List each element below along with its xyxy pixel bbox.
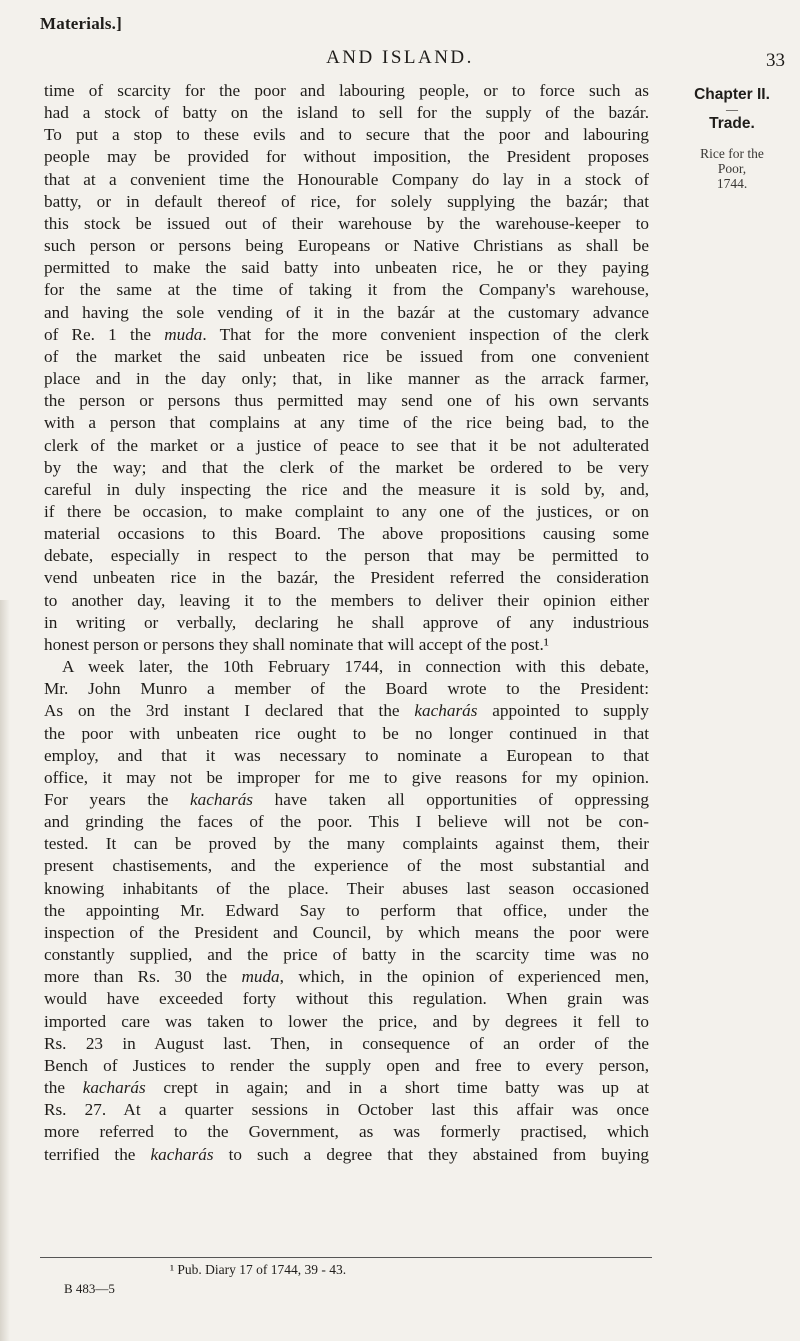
margin-sidenote-line: 1744. xyxy=(716,176,748,191)
text-line: Mr. John Munro a member of the Board wrote to the President: xyxy=(44,679,649,699)
margin-dash: — xyxy=(726,102,738,116)
quoted-line: employ, and that it was necessary to nominate a European to that xyxy=(44,745,649,765)
text-line: time of scarcity for the poor and labouring people, or to force such as xyxy=(44,81,649,100)
margin-sidenote-line: Rice for the xyxy=(700,146,764,161)
text-line: had a stock of batty on the island to sell for the supply of the bazár. xyxy=(44,103,649,123)
page-number: 33 xyxy=(766,50,785,71)
footnote: ¹ Pub. Diary 17 of 1744, 39 - 43. xyxy=(170,1262,347,1277)
text-line: place and in the day only; that, in like manner as the arrack farmer, xyxy=(44,369,649,389)
text-line: careful in duly inspecting the rice and the measure it is sold by, and, xyxy=(44,479,649,499)
quoted-line: more referred to the Government, as was formerly practised, which xyxy=(44,1122,649,1142)
text-line: permitted to make the said batty into unbeaten rice, he or they paying xyxy=(44,258,649,278)
running-header-title: AND ISLAND. xyxy=(326,47,474,68)
footnote-rule xyxy=(40,1257,652,1258)
quoted-line: knowing inhabitants of the place. Their abuses last season occasioned xyxy=(44,878,649,898)
text-line: to another day, leaving it to the members to deliver their opinion either xyxy=(44,590,649,610)
text-line: material occasions to this Board. The above propositions causing some xyxy=(44,524,649,544)
text-line: debate, especially in respect to the person that may be permitted to xyxy=(44,546,649,566)
quoted-line: constantly supplied, and the price of batty in the scarcity time was no xyxy=(44,945,649,965)
text-line: To put a stop to these evils and to secure that the poor and labouring xyxy=(44,125,649,145)
printer-signature: B 483—5 xyxy=(64,1281,115,1296)
quoted-line: the poor with unbeaten rice ought to be no longer continued in that xyxy=(44,723,649,743)
margin-sidenote xyxy=(672,146,792,191)
text-line: this stock be issued out of their warehouse by the warehouse-keeper to xyxy=(44,213,649,233)
text-line: by the way; and that the clerk of the market be ordered to be very xyxy=(44,457,649,477)
margin-notes xyxy=(672,84,792,191)
quoted-line: Rs. 27. At a quarter sessions in October last this affair was once xyxy=(44,1100,649,1120)
quoted-line: Bench of Justices to render the supply open and free to every person, xyxy=(44,1055,649,1075)
text-line: in writing or verbally, declaring he shall approve of any industrious xyxy=(44,612,649,632)
text-line: that at a convenient time the Honourable Company do lay in a stock of xyxy=(44,169,649,189)
quoted-line: and grinding the faces of the poor. This I believe will not be con- xyxy=(44,812,649,832)
text-line: honest person or persons they shall nominate that will accept of the post.¹ xyxy=(44,634,549,654)
text-line: people may be provided for without imposition, the President proposes xyxy=(44,147,649,167)
body-text xyxy=(44,80,649,1166)
quoted-line: the kacharás crept in again; and in a short time batty was up at xyxy=(44,1078,650,1098)
text-line: and having the sole vending of it in the bazár at the customary advance xyxy=(44,302,649,322)
text-line: of Re. 1 the muda. That for the more convenient inspection of the clerk xyxy=(44,324,649,344)
quoted-line: the appointing Mr. Edward Say to perform that office, under the xyxy=(44,900,649,920)
text-line: if there be occasion, to make complaint to any one of the justices, or on xyxy=(44,501,649,521)
text-line: A week later, the 10th February 1744, in connection with this debate, xyxy=(62,657,649,677)
quoted-line: office, it may not be improper for me to give reasons for my opinion. xyxy=(44,767,649,787)
quoted-line: more than Rs. 30 the muda, which, in the opinion of experienced men, xyxy=(44,967,649,987)
running-header-section: Materials.] xyxy=(40,14,122,33)
quoted-line: would have exceeded forty without this regulation. When grain was xyxy=(44,989,649,1009)
quoted-line: As on the 3rd instant I declared that the kacharás appointed to supply xyxy=(44,701,649,721)
text-line: of the market the said unbeaten rice be issued from one convenient xyxy=(44,346,649,366)
quoted-line: terrified the kacharás to such a degree that they abstained from buying xyxy=(44,1144,649,1164)
margin-topic-label: Trade. xyxy=(709,115,755,132)
quoted-line: present chastisements, and the experience of the most substantial and xyxy=(44,856,649,876)
quoted-line: Rs. 23 in August last. Then, in consequence of an order of the xyxy=(44,1033,649,1053)
quoted-line: For years the kacharás have taken all opportunities of oppressing xyxy=(44,790,650,809)
page-gutter-shadow xyxy=(0,600,10,1341)
text-line: batty, or in default thereof of rice, for solely supplying the bazár; that xyxy=(44,191,649,211)
text-line: such person or persons being Europeans or Native Christians as shall be xyxy=(44,236,649,256)
text-line: the person or persons thus permitted may send one of his own servants xyxy=(44,391,649,411)
quoted-line: imported care was taken to lower the price, and by degrees it fell to xyxy=(44,1011,649,1031)
quoted-line: inspection of the President and Council, by which means the poor were xyxy=(44,922,649,942)
text-line: clerk of the market or a justice of peace to see that it be not adulterated xyxy=(44,435,649,455)
text-line: vend unbeaten rice in the bazár, the President referred the consideration xyxy=(44,568,649,588)
text-line: with a person that complains at any time of the rice being bad, to the xyxy=(44,413,649,433)
text-line: for the same at the time of taking it from the Company's warehouse, xyxy=(44,280,649,300)
margin-chapter-label: Chapter II. xyxy=(694,86,770,103)
margin-sidenote-line: Poor, xyxy=(717,161,747,176)
quoted-line: tested. It can be proved by the many complaints against them, their xyxy=(44,834,649,854)
